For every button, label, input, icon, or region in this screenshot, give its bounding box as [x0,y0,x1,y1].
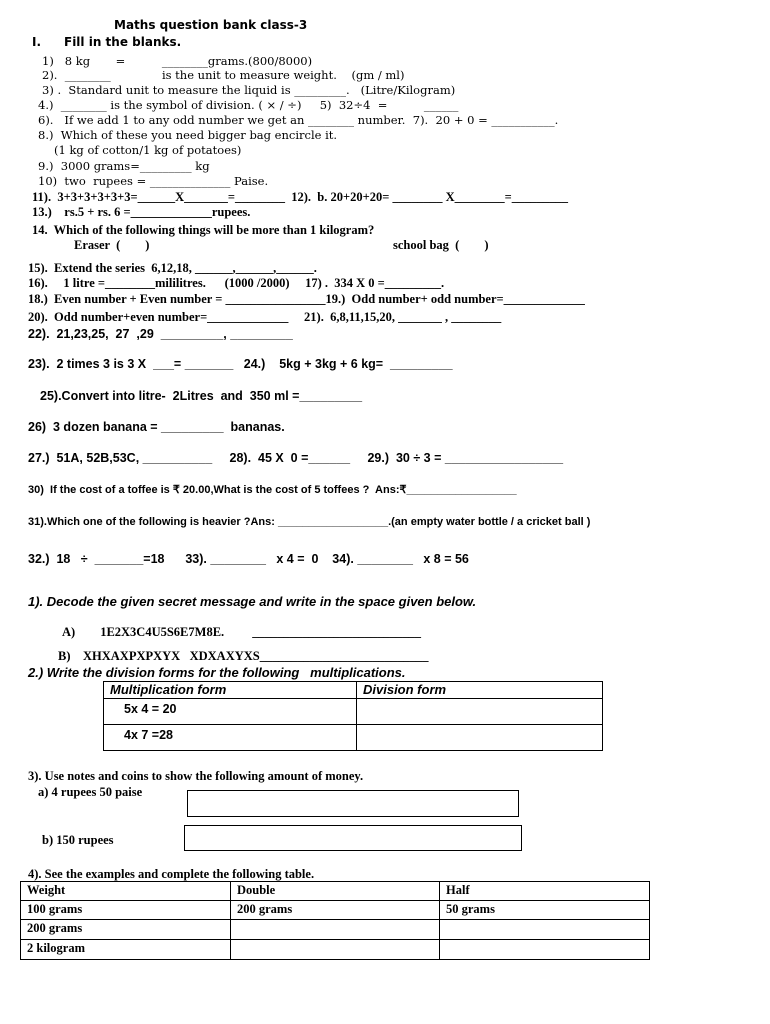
question-q14b: school bag ( ) [393,238,489,252]
question-q27: 27.) 51A, 52B,53C, __________ 28). 45 X 0 =______ 29.) 30 ÷ 3 = _________________ [28,451,564,465]
double-header: Double [231,882,440,901]
question-q10: 10) two rupees = ______________ Paise. [38,174,269,188]
weight-cell: 100 grams [21,901,231,920]
question-q15: 15). Extend the series 6,12,18, ______,______,______. [28,261,317,275]
question-q23: 23). 2 times 3 is 3 X ___= _______ 24.) 5kg + 3kg + 6 kg= _________ [28,357,453,371]
half-cell[interactable] [440,920,650,940]
money-answer-box-b[interactable] [184,825,522,851]
question-q1: 1) 8 kg = ________grams.(800/8000) [42,54,313,68]
decode-line-d2: 2.) Write the division forms for the following multiplications. [28,665,406,680]
half-header: Half [440,882,650,901]
weight-header: Weight [21,882,231,901]
decode-line-d1: 1). Decode the given secret message and write in the space given below. [28,594,477,609]
question-q2: 2). ________ is the unit to measure weight. (gm / ml) [42,68,405,82]
weight-table [20,881,650,960]
money-answer-box-a[interactable] [187,790,519,817]
div-cell[interactable] [357,699,603,725]
div-header: Division form [357,682,603,699]
question-q18: 18.) Even number + Even number = ________________19.) Odd number+ odd number=_____________ [28,292,585,306]
double-cell[interactable] [231,920,440,940]
half-cell[interactable] [440,940,650,960]
section-number: I. [32,35,42,49]
question-q6: 6). If we add 1 to any odd number we get an ________ number. 7). 20 + 0 = ___________. [38,113,559,127]
double-cell: 200 grams [231,901,440,920]
question-q26: 26) 3 dozen banana = _________ bananas. [28,420,285,434]
mult-header: Multiplication form [104,682,357,699]
money-item-a: a) 4 rupees 50 paise [38,785,143,799]
multiplication-table [103,681,603,751]
question-q31: 31).Which one of the following is heavier ?Ans: __________________.(an empty water bottle / a cricket ball ) [28,516,591,528]
page-title: Maths question bank class-3 [114,18,308,32]
question-q25: 25).Convert into litre- 2Litres and 350 ml =_________ [40,389,363,403]
question-q32: 32.) 18 ÷ _______=18 33). ________ x 4 = 0 34). ________ x 8 = 56 [28,552,469,566]
question-q22: 22). 21,23,25, 27 ,29 _________, _________ [28,327,293,341]
question-q8: 8.) Which of these you need bigger bag encircle it. [38,128,338,142]
question-q30: 30) If the cost of a toffee is ₹ 20.00,What is the cost of 5 toffees ? Ans:₹__________________ [28,484,517,496]
question-q3: 3) . Standard unit to measure the liquid is _________. (Litre/Kilogram) [42,83,456,97]
question-q13: 13.) rs.5 + rs. 6 =_____________rupees. [32,205,251,219]
decode-line-dB: B) XHXAXPXPXYX XDXAXYXS___________________________ [58,649,429,663]
div-cell[interactable] [357,725,603,751]
section-title: Fill in the blanks. [64,35,182,49]
question-q20: 20). Odd number+even number=_____________ 21). 6,8,11,15,20, _______ , ________ [28,310,502,324]
question-q11: 11). 3+3+3+3+3+3=______X_______=________ 12). b. 20+20+20= ________ X________=_________ [32,190,568,204]
question-q8opts: (1 kg of cotton/1 kg of potatoes) [54,143,242,157]
weight-cell: 2 kilogram [21,940,231,960]
money-question: 3). Use notes and coins to show the following amount of money. [28,769,364,783]
question-q14a: Eraser ( ) [74,238,150,252]
double-cell[interactable] [231,940,440,960]
decode-line-dA: A) 1E2X3C4U5S6E7M8E. ___________________________ [62,625,422,639]
mult-cell: 4x 7 =28 [104,725,357,751]
question-q14: 14. Which of the following things will be more than 1 kilogram? [32,223,375,237]
half-cell: 50 grams [440,901,650,920]
mult-cell: 5x 4 = 20 [104,699,357,725]
weight-cell: 200 grams [21,920,231,940]
money-item-b: b) 150 rupees [42,833,114,847]
question-q9: 9.) 3000 grams=_________ kg [38,159,210,173]
question-q4: 4.) ________ is the symbol of division. ( × / ÷) 5) 32÷4 = ______ [38,98,459,112]
weight-question: 4). See the examples and complete the following table. [28,867,315,881]
question-q16: 16). 1 litre =________mililitres. (1000 /2000) 17) . 334 X 0 =_________. [28,276,445,290]
